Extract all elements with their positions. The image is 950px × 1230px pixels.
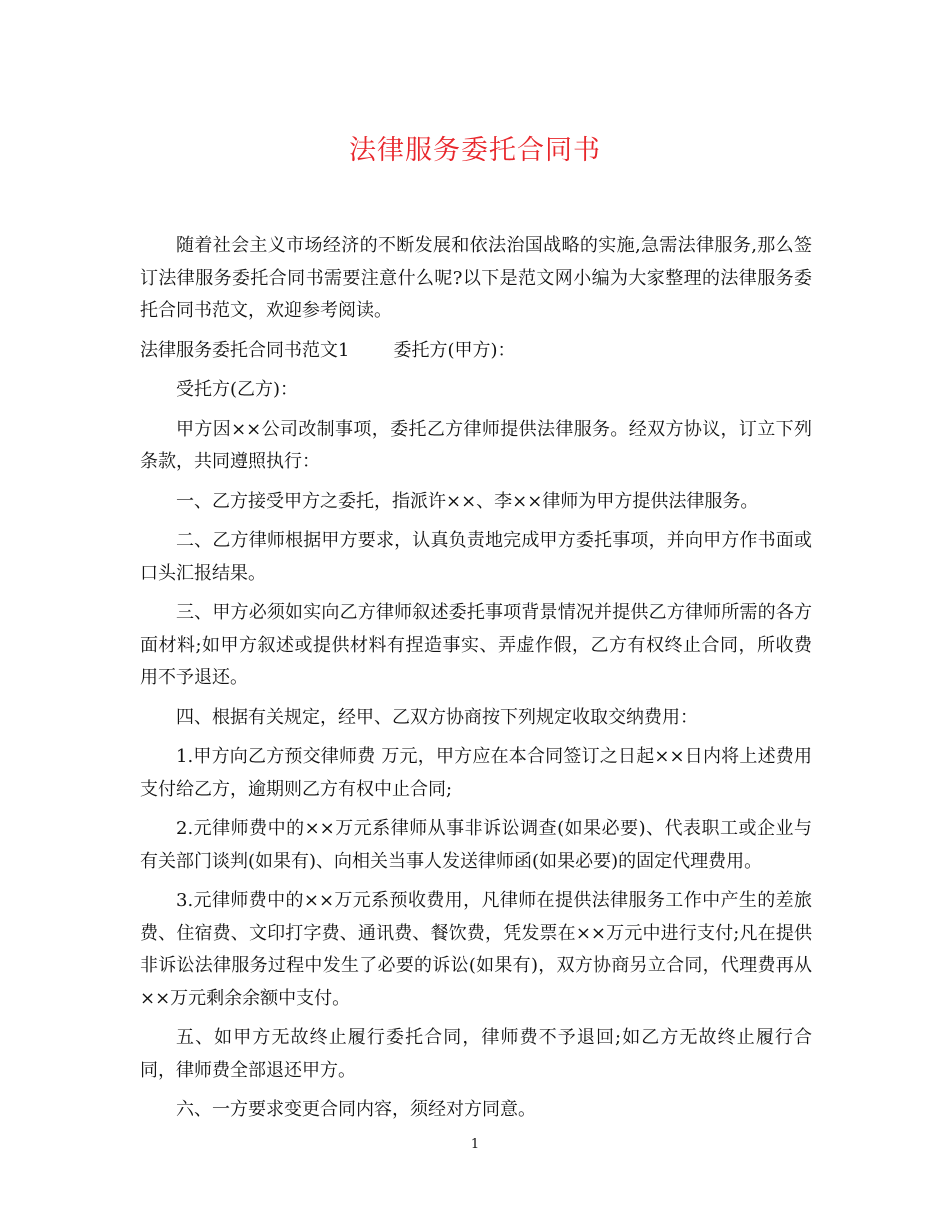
- page-number: 1: [470, 1137, 480, 1152]
- clause-4-item-3: 3.元律师费中的××万元系预收费用，凡律师在提供法律服务工作中产生的差旅费、住宿费、文印打字费、通讯费、餐饮费，凭发票在××万元中进行支付;凡在提供非诉讼法律服务过程中发生了必要的诉讼(如果有)，双方协商另立合同，代理费再从××万元剩余余额中支付。: [140, 890, 812, 1009]
- clause-5: 五、如甲方无故终止履行委托合同，律师费不予退回;如乙方无故终止履行合同，律师费全部退还甲方。: [140, 1027, 812, 1081]
- clause-4-item-2: 2.元律师费中的××万元系律师从事非诉讼调查(如果必要)、代表职工或企业与有关部门谈判(如果有)、向相关当事人发送律师函(如果必要)的固定代理费用。: [140, 818, 812, 872]
- intro-paragraph: 随着社会主义市场经济的不断发展和依法治国战略的实施,急需法律服务,那么签订法律服务委托合同书需要注意什么呢?以下是范文网小编为大家整理的法律服务委托合同书范文，欢迎参考阅读。: [140, 235, 812, 321]
- document-body: [140, 230, 812, 1134]
- sample-heading-line: [140, 335, 812, 368]
- contract-preamble: 甲方因××公司改制事项，委托乙方律师提供法律服务。经双方协议，订立下列条款，共同遵照执行：: [140, 418, 812, 472]
- party-a-label: 委托方(甲方)：: [393, 339, 516, 361]
- sample-heading: 法律服务委托合同书范文1: [140, 339, 350, 361]
- clause-4: 四、根据有关规定，经甲、乙双方协商按下列规定收取交纳费用：: [176, 706, 698, 728]
- clause-1: 一、乙方接受甲方之委托，指派许××、李××律师为甲方提供法律服务。: [176, 490, 759, 512]
- document-title: 法律服务委托合同书: [349, 135, 601, 166]
- clause-6: 六、一方要求变更合同内容，须经对方同意。: [176, 1099, 536, 1120]
- party-b-label: 受托方(乙方)：: [176, 379, 299, 400]
- clause-4-item-1: 1.甲方向乙方预交律师费 万元，甲方应在本合同签订之日起××日内将上述费用支付给乙方，逾期则乙方有权中止合同;: [140, 746, 812, 800]
- clause-3: 三、甲方必须如实向乙方律师叙述委托事项背景情况并提供乙方律师所需的各方面材料;如甲方叙述或提供材料有捏造事实、弄虚作假，乙方有权终止合同，所收费用不予退还。: [140, 602, 812, 688]
- clause-2: 二、乙方律师根据甲方要求，认真负责地完成甲方委托事项，并向甲方作书面或口头汇报结果。: [140, 530, 812, 584]
